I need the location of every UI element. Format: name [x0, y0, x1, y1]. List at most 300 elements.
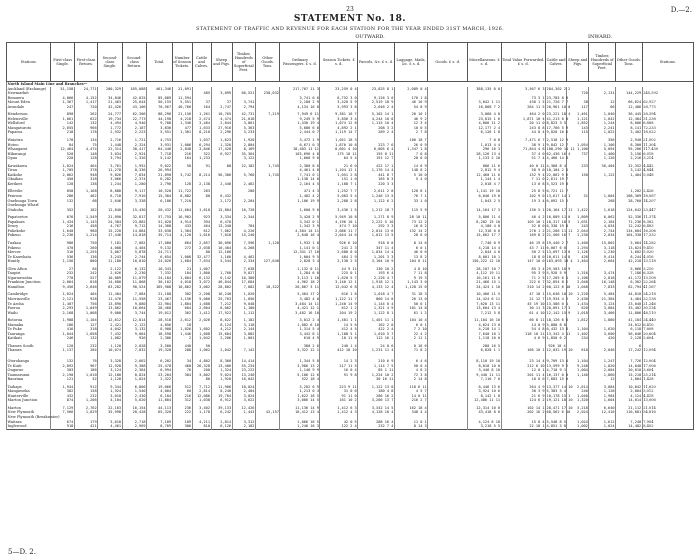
table-cell: 4,212 — [211, 327, 232, 332]
table-cell: 1,168 — [74, 189, 97, 194]
table-cell: 38 9 1 — [501, 143, 545, 148]
table-cell: 11,604 — [172, 208, 192, 213]
table-cell: 286 16 2 — [358, 394, 395, 399]
table-cell: 1,201 3 3 — [358, 255, 395, 260]
table-cell: 1,141 19 10 — [468, 189, 501, 194]
page-reference-bottom: 5—D. 2. — [8, 548, 36, 556]
table-cell: 6 0 1 — [394, 323, 427, 328]
table-cell: 1,156 — [172, 297, 192, 302]
table-cell: 980 — [74, 229, 97, 234]
table-cell: 4,120 — [172, 233, 192, 238]
station-name: Marton — [7, 406, 51, 411]
table-cell: 3,124 — [98, 368, 122, 373]
table-cell: 178 — [74, 130, 97, 135]
table-cell: 223 7 6 — [358, 143, 395, 148]
table-cell: 15,220 — [98, 229, 122, 234]
table-cell: 243 — [567, 224, 589, 229]
table-cell: 926 10 4 — [546, 344, 567, 349]
table-cell: 216 2 7 — [394, 398, 427, 403]
table-cell: 2,474 — [192, 117, 211, 122]
table-cell: 13,697 13 0 — [546, 250, 571, 255]
table-cell: 1,018 4 7 — [358, 292, 395, 297]
table-cell: 4,466 14 8 — [546, 156, 569, 161]
table-cell: 240 1 4 — [320, 344, 358, 349]
table-cell: 1,048 — [567, 285, 589, 290]
table-cell: 10,810 — [122, 259, 146, 264]
table-cell: 21,566 16 7 — [546, 233, 571, 238]
table-cell: 2,430 — [567, 297, 589, 302]
table-cell: 7,240 — [616, 420, 643, 425]
station-name-right: 41,167 — [642, 285, 693, 290]
table-cell: 306 — [172, 424, 192, 429]
table-cell: 10 0 0 — [501, 377, 545, 382]
table-cell: 2,646 — [74, 285, 97, 290]
table-cell: 10,611 14 8 — [546, 254, 571, 259]
table-cell: 247 — [51, 105, 74, 110]
column-header: Timber, Hundreds of Superficial Feet. — [232, 43, 255, 82]
table-cell: 3,742 — [172, 173, 192, 178]
table-cell: 26,994 — [147, 168, 173, 173]
table-cell: 117 — [567, 105, 589, 110]
table-cell: 32,477 — [192, 255, 211, 260]
table-cell: 76 — [172, 368, 192, 373]
station-name-right: 28,775 — [642, 105, 693, 110]
station-name: Avondale — [7, 105, 51, 110]
station-name: Mount Eden — [7, 100, 51, 105]
table-cell: 102 14 1 — [501, 406, 545, 411]
table-cell: 50 — [192, 344, 211, 349]
table-cell: 75 — [74, 143, 97, 148]
table-cell: 4,268 — [232, 246, 255, 251]
table-cell: 102 9 0 — [501, 194, 545, 199]
table-cell: 8,823 3 5 — [546, 121, 567, 126]
table-cell: 164,330 — [616, 233, 643, 238]
table-cell: 5,004 — [616, 241, 643, 246]
table-cell: 8,142 1 8 — [468, 394, 501, 399]
station-name-right: 17,332 — [642, 233, 693, 238]
station-name: Kaikohe — [7, 173, 51, 178]
station-name: Frankton Junction — [7, 280, 51, 285]
table-cell: 29,503 18 9 — [546, 266, 571, 271]
table-cell: 3,104 10 9 — [358, 259, 395, 264]
table-cell: 1,004 — [616, 377, 643, 382]
table-cell: 4,218 — [172, 117, 192, 122]
table-cell: 14,680 — [98, 280, 122, 285]
table-cell: 165 8 3 — [358, 177, 395, 182]
table-cell: 128 — [172, 182, 192, 187]
table-cell: 1,812 — [567, 318, 589, 323]
table-cell: 288 16 4 — [358, 420, 395, 425]
table-cell: 18,598 — [147, 332, 173, 337]
table-cell: 2,172 — [211, 199, 232, 204]
station-name: Mangaturoto — [7, 126, 51, 131]
table-cell: 770 — [51, 276, 74, 281]
table-cell: 1,404 — [616, 173, 643, 178]
table-cell: 1,042 — [589, 117, 616, 122]
table-cell: 420 — [589, 336, 616, 341]
table-cell: 512 — [172, 385, 192, 390]
column-header: Total. — [147, 43, 173, 82]
table-cell: 1,000 9 0 — [280, 156, 320, 161]
table-cell: 6 — [616, 344, 643, 349]
table-cell: 28,107 10 7 — [468, 267, 501, 272]
station-name-right: 4,844 — [642, 168, 693, 173]
table-cell: 8,601 4 10 — [320, 147, 358, 152]
table-cell: 175 10 11 — [320, 152, 358, 157]
table-cell: 318 — [74, 177, 97, 182]
station-name-right: 17,006 — [642, 364, 693, 369]
station-name-right: 24,440 — [642, 318, 693, 323]
table-cell: 3,567 6 3 — [501, 87, 545, 92]
table-cell: 1,013 4 4 — [468, 143, 501, 148]
table-cell: 1,062 — [192, 348, 211, 353]
table-cell: 8,062 — [211, 306, 232, 311]
table-cell: 928 — [74, 297, 97, 302]
station-name-right: 8,382 — [642, 220, 693, 225]
table-cell: 412 18 10 — [320, 348, 358, 353]
table-cell: 17,766 5 9 — [546, 125, 569, 130]
table-cell: 58 9 0 — [501, 168, 545, 173]
table-cell: 37 — [211, 100, 232, 105]
table-cell: 21,206 11 11 — [546, 228, 573, 233]
table-cell: 1,122 8 1 — [358, 311, 395, 316]
table-cell: 292 3 3 — [358, 224, 395, 229]
table-cell: 5,806 11 4 — [468, 215, 501, 220]
table-cell: 15,384 — [147, 194, 173, 199]
table-cell: 3,420 2 9 — [280, 215, 320, 220]
table-cell: 241 2 3 — [320, 246, 358, 251]
table-cell: 858 — [51, 189, 74, 194]
table-cell: 3,312 — [232, 420, 255, 425]
table-cell: 2,122 — [122, 323, 146, 328]
table-cell: 12,242 — [616, 224, 643, 229]
station-name: Taumarunui — [7, 373, 51, 378]
table-cell: 2,818 — [589, 276, 616, 281]
table-cell: 610 — [567, 348, 589, 353]
table-cell: 3,118 — [589, 246, 616, 251]
table-cell: 464 2 0 — [501, 112, 545, 117]
table-cell: 8,124 — [211, 323, 232, 328]
table-cell: 2,940 — [616, 138, 643, 143]
table-cell: 32,854 8 2 — [546, 280, 569, 285]
table-cell: 7,726 — [616, 359, 643, 364]
table-cell: 43,106 — [122, 105, 146, 110]
table-cell: 31 — [567, 194, 589, 199]
table-cell: 2,296 — [211, 130, 232, 135]
table-cell: 3,741 — [232, 100, 255, 105]
table-cell: 225 0 1 — [320, 271, 358, 276]
table-cell: 440 — [172, 344, 192, 349]
table-cell: 380 2 6 — [280, 344, 320, 349]
table-cell: 810 — [192, 424, 211, 429]
table-cell: 9,880 — [122, 302, 146, 307]
table-cell: 3,024 — [232, 394, 255, 399]
table-cell: 1,320 — [567, 398, 589, 403]
table-cell: 5,928 5 9 — [546, 271, 567, 276]
table-cell: 260 — [74, 246, 97, 251]
table-cell: 1,623 — [211, 138, 232, 143]
table-cell: 9,000 — [98, 311, 122, 316]
table-cell: 23,040 — [616, 302, 643, 307]
table-cell: 152 9 4 — [501, 173, 545, 178]
table-cell: 14 5 6 — [320, 323, 358, 328]
table-cell: 3,072 — [192, 280, 211, 285]
table-cell: 11,278 — [98, 168, 122, 173]
table-cell: 19,934 4 2 — [546, 296, 569, 301]
table-cell: 1,122 13 0 — [358, 385, 395, 390]
table-cell: 10,074 — [98, 348, 122, 353]
table-cell: 170 1 8 — [394, 96, 427, 101]
table-cell: 8,006 — [616, 121, 643, 126]
table-cell: 604 — [172, 306, 192, 311]
page-number: 23 — [346, 6, 354, 13]
table-cell: 44,190 — [147, 117, 173, 122]
table-cell: 16 0 4 — [320, 368, 358, 373]
table-cell: 5,484 — [589, 292, 616, 297]
table-cell: 3,328 — [98, 359, 122, 364]
table-cell: 21 12 7 — [501, 297, 545, 302]
table-cell: 3,794 — [98, 156, 122, 161]
table-cell: 1,119 14 7 — [320, 130, 358, 135]
table-cell: 441 8 7 — [358, 173, 395, 178]
table-cell: 9,117 — [122, 189, 146, 194]
station-name: Remuera — [7, 96, 51, 101]
table-cell: 63,282 — [98, 285, 122, 290]
column-header: Season Tickets. £ s. d. — [320, 43, 358, 82]
station-name: Pokeno — [7, 233, 51, 238]
table-cell: 3,436 1 5 — [320, 208, 358, 213]
table-cell: 41,172 — [616, 276, 643, 281]
table-cell: 204 19 2 — [320, 311, 358, 316]
table-cell: 2,762 — [74, 406, 97, 411]
table-cell: 1,230 — [567, 233, 589, 238]
table-cell: 3,861 — [232, 121, 255, 126]
table-cell: 1,809 — [567, 215, 589, 220]
table-cell: 20 10 1 — [394, 112, 427, 117]
station-name: Otahuhu — [7, 208, 51, 213]
station-name-right: 9,410 — [642, 246, 693, 251]
table-cell: 1,622 18 5 — [280, 394, 320, 399]
table-cell: 36,445 — [616, 112, 643, 117]
table-cell: 2,747 — [211, 105, 232, 110]
table-cell: 13,617 14 1 — [546, 194, 571, 199]
table-cell: 7 11 8 — [394, 271, 427, 276]
table-cell: 9,027 — [232, 271, 255, 276]
table-cell: 1,271 8 9 — [358, 215, 395, 220]
table-cell: 450 — [51, 177, 74, 182]
station-name-right: 30,134 — [642, 306, 693, 311]
table-cell: 12,341 17 10 — [280, 250, 320, 255]
table-cell: 20,010 — [616, 368, 643, 373]
table-cell: 19,734 — [98, 117, 122, 122]
table-cell: 1,104 — [74, 318, 97, 323]
table-cell: 43,418 8 0 — [468, 410, 501, 415]
table-cell: 222 6 7 — [501, 280, 545, 285]
table-cell: 422 2 4 — [358, 327, 395, 332]
table-cell: 12,406 11 11 — [468, 398, 501, 403]
table-cell: 484 2 9 — [320, 255, 358, 260]
table-cell: 1,932 1 8 — [280, 241, 320, 246]
table-cell: 912 — [74, 385, 97, 390]
table-cell: 116,001 — [616, 410, 643, 415]
table-cell: 926 6 10 — [320, 241, 358, 246]
table-cell: 7,746 0 9 — [468, 241, 501, 246]
table-cell: 216 — [51, 224, 74, 229]
table-cell: 12,177 2 4 — [468, 126, 501, 131]
table-cell: 163,093 10 4 — [546, 259, 573, 264]
table-cell: 13 8 2 — [394, 255, 427, 260]
table-cell: 3,482 4 0 — [280, 297, 320, 302]
table-cell: 238,032 — [255, 91, 279, 96]
table-cell: 158 — [74, 389, 97, 394]
table-cell: 5,142 — [147, 156, 173, 161]
table-cell: 132 — [74, 336, 97, 341]
table-cell: 41,184 — [616, 318, 643, 323]
table-cell: 42,210 — [616, 259, 643, 264]
table-cell: 6,432 13 8 — [546, 327, 569, 332]
column-header: Second-class Single. — [98, 43, 122, 82]
table-cell: 1,220 — [567, 292, 589, 297]
table-cell: 536 — [51, 255, 74, 260]
table-cell: 1,106 — [567, 276, 589, 281]
table-cell: 2,223 — [122, 130, 146, 135]
table-cell: 986 — [51, 241, 74, 246]
table-cell: 2,208 — [192, 292, 211, 297]
table-cell: 2,034 — [589, 233, 616, 238]
table-cell: 103 10 1 — [501, 220, 545, 225]
table-cell: 155 0 11 — [358, 152, 395, 157]
table-cell: 12,416 — [589, 410, 616, 415]
table-cell: 21,463 — [98, 100, 122, 105]
table-cell: 1,417 — [74, 100, 97, 105]
table-cell: 22,904 — [147, 302, 173, 307]
table-cell: 8,210 — [192, 130, 211, 135]
table-cell: 9,064 — [122, 332, 146, 337]
table-cell: 1,870 10 8 — [320, 143, 358, 148]
table-cell: 388,135 0 0 — [468, 87, 501, 92]
table-cell: 7,471 6 7 — [501, 138, 545, 143]
table-cell: 12,486 — [616, 105, 643, 110]
table-cell: 11,136 14 9 — [280, 406, 320, 411]
table-cell: 1,618 — [589, 208, 616, 213]
table-cell: 18 8 0 — [501, 255, 545, 260]
table-cell: 39,133 — [211, 406, 232, 411]
column-header: Second-class Return. — [122, 43, 146, 82]
table-cell: 23,882 — [122, 220, 146, 225]
table-cell: 2,284 — [232, 199, 255, 204]
table-cell: 6,302 — [616, 280, 643, 285]
table-cell: 1,038 — [192, 398, 211, 403]
table-cell: 9,826 — [98, 173, 122, 178]
table-cell: 1,314 5 4 — [280, 327, 320, 332]
table-cell: 1,344 5 8 — [280, 359, 320, 364]
table-cell: 1,316 — [567, 271, 589, 276]
table-cell: 3,082 — [192, 285, 211, 290]
table-cell: 24,184 — [147, 276, 173, 281]
station-name-right: 8,402 — [642, 424, 693, 429]
table-cell: 18,126 6 8 — [546, 318, 569, 323]
table-cell: 1,612 — [589, 420, 616, 425]
station-name: Te Kuiti — [7, 364, 51, 369]
table-cell: 522 18 4 — [280, 377, 320, 382]
table-cell: 1,034 14 4 — [358, 250, 395, 255]
table-cell: 65,320 — [147, 410, 173, 415]
table-cell: 31 0 6 — [320, 389, 358, 394]
table-cell: 3,206 13 7 — [358, 398, 395, 403]
table-cell: 283 — [192, 189, 211, 194]
table-cell: 3,830 — [147, 126, 173, 131]
table-cell: 1,115 10 4 — [358, 121, 395, 126]
table-cell: 1,024 — [567, 420, 589, 425]
table-cell: 10,161 11 6 — [468, 276, 501, 281]
table-cell: 1,616 — [192, 233, 211, 238]
table-cell: 4,892 2 1 — [320, 126, 358, 131]
station-name: Newmarket — [7, 91, 51, 96]
table-cell: 1,004 9 5 — [280, 255, 320, 260]
table-cell: 147 10 0 — [501, 259, 545, 264]
table-cell: 1,430 19 4 — [280, 121, 320, 126]
table-cell: 3,846 — [192, 147, 211, 152]
table-cell: 52,336 — [616, 215, 643, 220]
table-cell: 16 0 2 — [394, 224, 427, 229]
station-name: Ellerslie — [7, 189, 51, 194]
table-cell: 20,807 3 11 — [280, 285, 320, 290]
table-cell: 13,342 4 11 — [546, 331, 571, 336]
table-cell: 322 — [192, 152, 211, 157]
table-cell: 104 0 11 — [394, 259, 427, 264]
table-cell: 34 — [172, 359, 192, 364]
table-cell: 88,296 — [147, 112, 173, 117]
table-cell: 3,802 — [192, 373, 211, 378]
table-cell: 9 19 3 — [394, 276, 427, 281]
table-cell: 9,388 — [122, 364, 146, 369]
table-cell: 210 14 2 — [501, 285, 545, 290]
table-cell: 426 — [567, 255, 589, 260]
statement-subtitle: STATEMENT OF TRAFFIC AND REVENUE FOR EACH STATION FOR THE YEAR ENDED 31ST MARCH, 1926. — [195, 26, 505, 32]
table-cell: 737 — [567, 152, 589, 157]
table-cell: 13,377 14 10 — [546, 384, 573, 389]
table-cell: 12,180 — [98, 373, 122, 378]
table-cell: 9,414 — [589, 255, 616, 260]
table-cell: 7,832 — [122, 348, 146, 353]
table-cell: 4,368 8 4 — [546, 163, 567, 168]
table-cell: 2,844 — [211, 121, 232, 126]
table-cell: 20,428 — [122, 410, 146, 415]
column-header: Goods. £ s. d. — [428, 43, 468, 82]
table-cell: 664 — [172, 241, 192, 246]
table-cell: 13,240 — [232, 373, 255, 378]
station-name: Otorohanga — [7, 359, 51, 364]
table-cell: 1,860 — [589, 373, 616, 378]
table-cell: 30,417 — [122, 147, 146, 152]
table-cell: 2,404 — [232, 389, 255, 394]
table-cell: 136 5 1 — [501, 208, 545, 213]
table-cell: 3,446 8 10 — [468, 368, 501, 373]
table-cell: 8,336 — [122, 168, 146, 173]
table-cell: 44,113 — [147, 406, 173, 411]
table-cell: 1,140 — [567, 373, 589, 378]
table-cell: 1,056 — [232, 297, 255, 302]
table-cell: 1,104 — [567, 359, 589, 364]
table-cell: 4,474 — [211, 117, 232, 122]
table-cell: 7 0 8 — [468, 138, 501, 143]
table-cell: 47 18 1 — [501, 292, 545, 297]
station-name: Waitara — [7, 420, 51, 425]
table-cell: 2,182 — [232, 424, 255, 429]
table-cell: 2 7 8 — [394, 130, 427, 135]
table-cell: 30,096 — [211, 241, 232, 246]
table-cell: 7,834 — [122, 173, 146, 178]
